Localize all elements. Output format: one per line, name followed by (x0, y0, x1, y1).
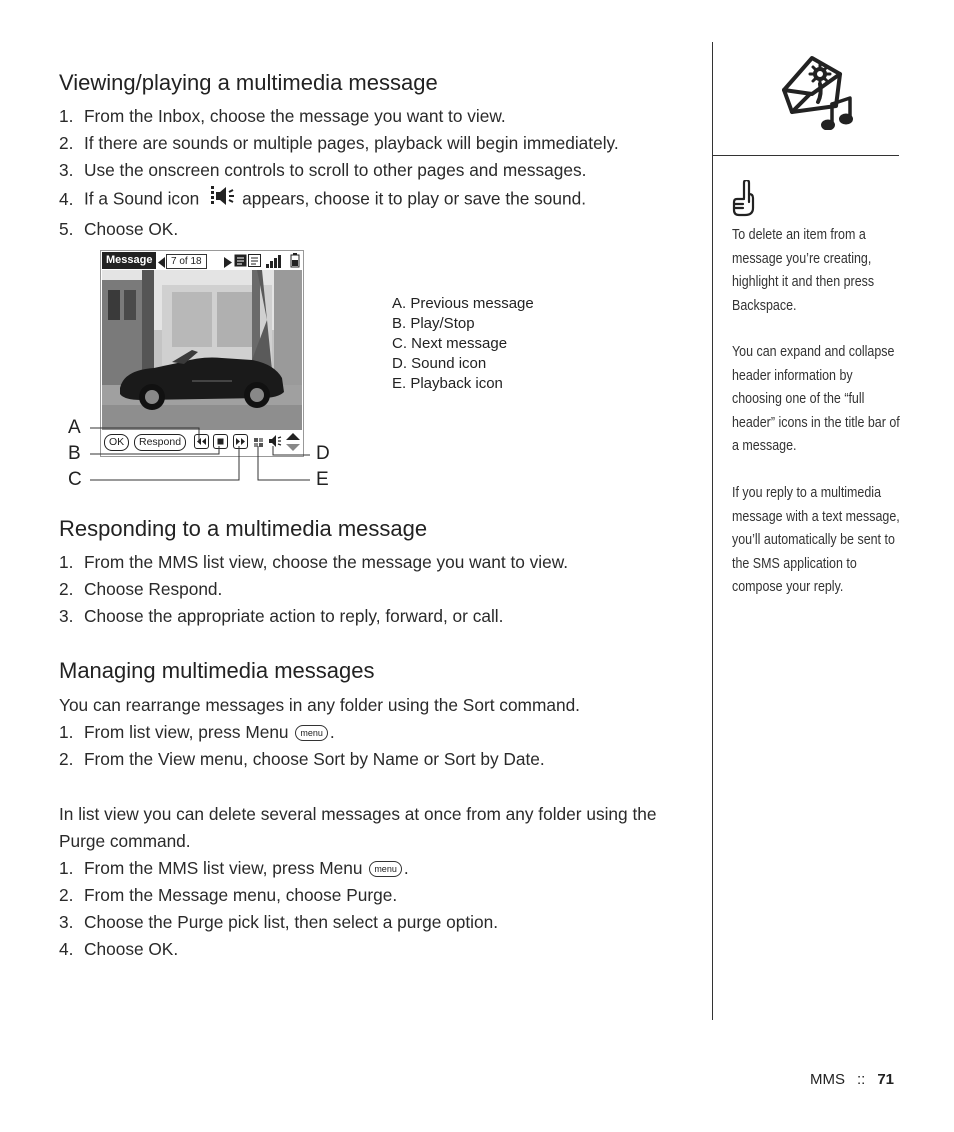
sidebar-tip-header: You can expand and collapse header information by choosing one of the “full header” icons in the title bar of a message. (732, 344, 900, 454)
list-item: 4. Choose OK. (59, 939, 179, 959)
page-footer (810, 1071, 894, 1088)
list-item: 1. From the MMS list view, choose the message you want to view. (59, 552, 569, 572)
respond-button[interactable]: Respond (134, 434, 186, 451)
callout-b: B (68, 443, 81, 464)
device-title: Message (102, 252, 156, 269)
page-number: 71 (877, 1071, 894, 1088)
list-item: 2. If there are sounds or multiple pages, playback will begin immediately. (59, 133, 619, 153)
sidebar-divider (712, 42, 713, 1020)
purge-intro: In list view you can delete several messages at once from any folder using the Purge command. (59, 804, 657, 851)
list-item: 1. From the Inbox, choose the message you want to view. (59, 106, 506, 126)
envelope-flower-music-icon (778, 50, 862, 135)
legend-item: C. Next message (392, 335, 508, 352)
heading-managing: Managing multimedia messages (59, 658, 375, 683)
sidebar-tip-delete: To delete an item from a message you’re creating, highlight it and then press Backspace. (732, 227, 875, 314)
callout-a: A (68, 417, 81, 438)
page-counter: 7 of 18 (166, 254, 207, 269)
callout-c: C (68, 469, 82, 490)
callout-legend (392, 294, 534, 394)
callout-d: D (316, 443, 330, 464)
menu-key-icon: menu (369, 861, 402, 877)
sidebar-tip-reply: If you reply to a multimedia message with a text message, you’ll automatically be sent to the SMS application to compose your reply. (732, 485, 900, 595)
list-item: 4. If a Sound icon appears, choose it to play or save the sound. (59, 184, 619, 216)
heading-viewing-playing: Viewing/playing a multimedia message (59, 70, 438, 95)
list-item: 2. Choose Respond. (59, 579, 223, 599)
managing-intro: You can rearrange messages in any folder using the Sort command. (59, 695, 580, 715)
list-item: 5. Choose OK. (59, 219, 179, 239)
responding-steps-list (59, 549, 568, 630)
sort-steps-list (59, 719, 545, 773)
legend-item: A. Previous message (392, 295, 534, 312)
list-item: 3. Choose the Purge pick list, then select a purge option. (59, 912, 499, 932)
legend-item: E. Playback icon (392, 375, 503, 392)
list-item: 3. Use the onscreen controls to scroll to other pages and messages. (59, 160, 587, 180)
legend-item: B. Play/Stop (392, 315, 475, 332)
callout-e: E (316, 469, 329, 490)
list-item: 1. From list view, press Menu menu . (59, 722, 335, 742)
footer-separator: :: (856, 1071, 866, 1088)
sidebar-header-rule (712, 155, 899, 156)
pointing-hand-icon (731, 180, 755, 223)
list-item: 1. From the MMS list view, press Menu menu . (59, 858, 409, 878)
list-item: 3. Choose the appropriate action to reply, forward, or call. (59, 606, 504, 626)
footer-section: MMS (809, 1071, 845, 1088)
heading-responding: Responding to a multimedia message (59, 516, 428, 541)
legend-item: D. Sound icon (392, 355, 487, 372)
ok-button[interactable]: OK (104, 434, 129, 451)
list-item: 2. From the View menu, choose Sort by Name or Sort by Date. (59, 749, 545, 769)
menu-key-icon: menu (295, 725, 328, 741)
list-item: 2. From the Message menu, choose Purge. (59, 885, 398, 905)
purge-steps-list (59, 855, 498, 963)
